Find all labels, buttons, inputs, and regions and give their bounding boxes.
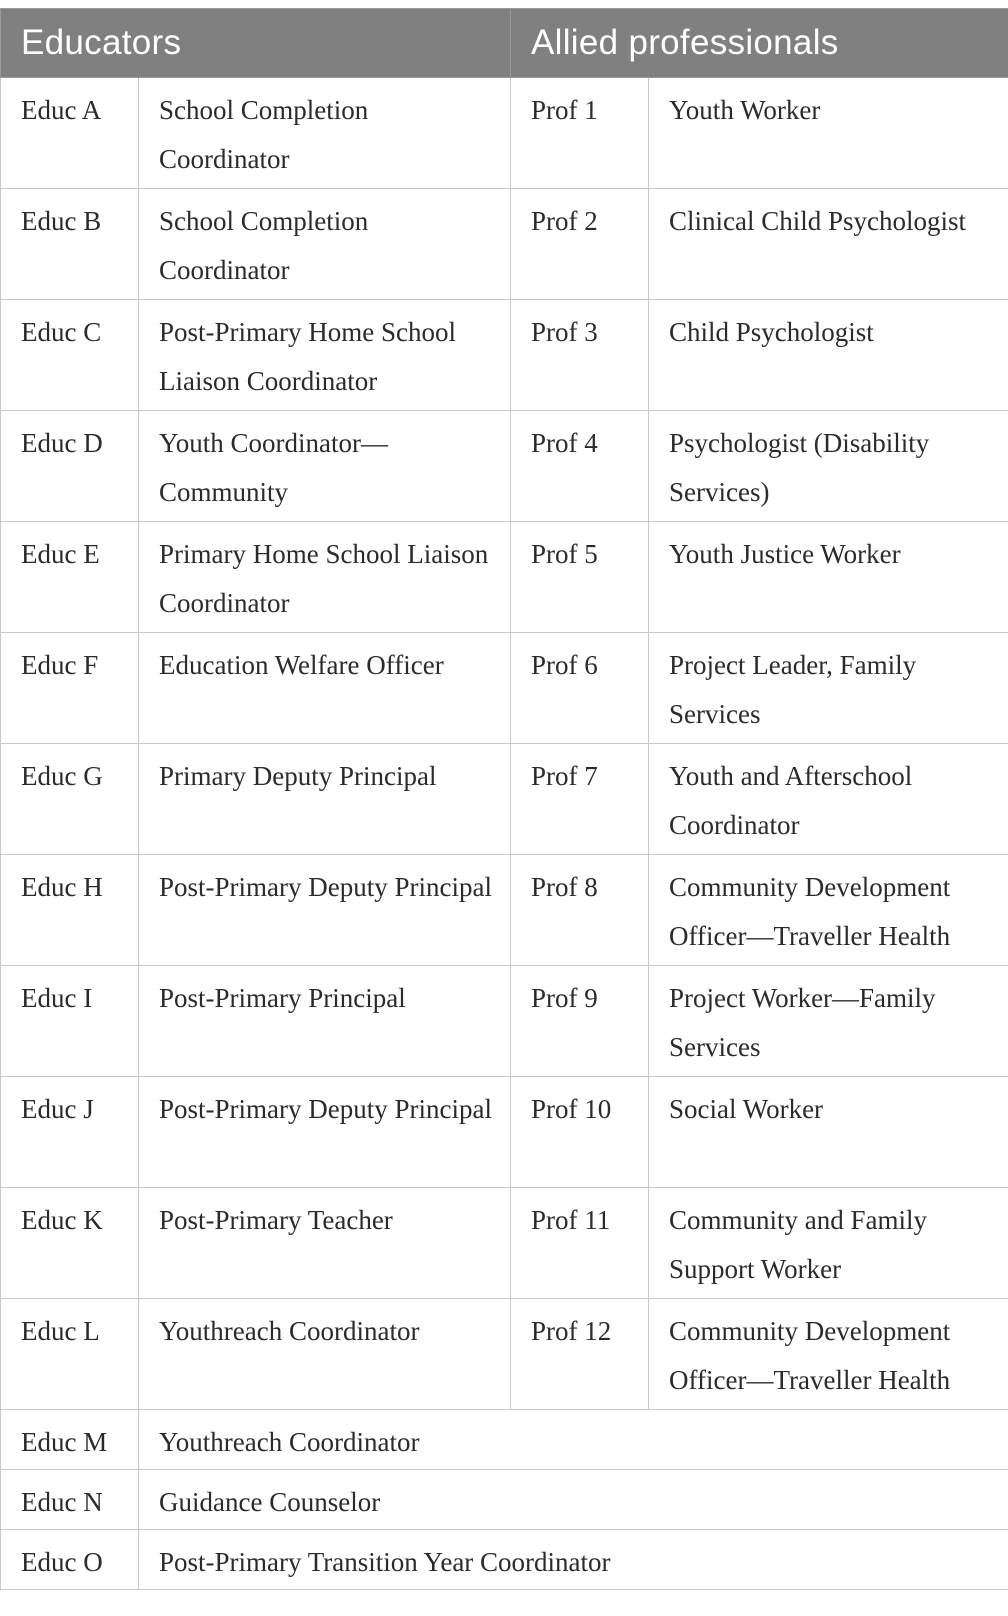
table-row <box>1 300 1008 411</box>
educator-role: Primary Deputy Principal <box>139 744 511 855</box>
table-row <box>1 633 1008 744</box>
professional-role: Youth Worker <box>649 78 1008 189</box>
educator-id: Educ K <box>1 1188 139 1299</box>
educator-id: Educ H <box>1 855 139 966</box>
header-allied-professionals: Allied professionals <box>511 9 1008 78</box>
educator-role: Education Welfare Officer <box>139 633 511 744</box>
professional-id: Prof 8 <box>511 855 649 966</box>
professional-id: Prof 5 <box>511 522 649 633</box>
educator-role: Post-Primary Deputy Principal <box>139 1077 511 1188</box>
professional-role: Youth and Afterschool Coordinator <box>649 744 1008 855</box>
professional-id: Prof 12 <box>511 1299 649 1410</box>
table-row <box>1 522 1008 633</box>
educator-role: Post-Primary Teacher <box>139 1188 511 1299</box>
professional-role: Community Development Officer—Traveller Health <box>649 1299 1008 1410</box>
educator-id: Educ D <box>1 411 139 522</box>
professional-role: Youth Justice Worker <box>649 522 1008 633</box>
educator-role: Youthreach Coordinator <box>139 1299 511 1410</box>
educator-id: Educ L <box>1 1299 139 1410</box>
table-row <box>1 1470 1008 1530</box>
table-row <box>1 1530 1008 1590</box>
educator-id: Educ F <box>1 633 139 744</box>
educator-id: Educ G <box>1 744 139 855</box>
educator-role: Guidance Counselor <box>139 1470 1008 1530</box>
table-row <box>1 966 1008 1077</box>
educator-role: Post-Primary Deputy Principal <box>139 855 511 966</box>
participants-table-container <box>0 8 1008 1590</box>
professional-role: Clinical Child Psychologist <box>649 189 1008 300</box>
table-row <box>1 1299 1008 1410</box>
educator-role: School Completion Coordinator <box>139 78 511 189</box>
professional-role: Project Worker—Family Services <box>649 966 1008 1077</box>
professional-id: Prof 1 <box>511 78 649 189</box>
educator-role: Youth Coordinator—Community <box>139 411 511 522</box>
educator-id: Educ N <box>1 1470 139 1530</box>
header-educators: Educators <box>1 9 511 78</box>
table-row <box>1 744 1008 855</box>
educator-role: Post-Primary Transition Year Coordinator <box>139 1530 1008 1590</box>
educator-id: Educ O <box>1 1530 139 1590</box>
educator-id: Educ B <box>1 189 139 300</box>
educator-role: Post-Primary Home School Liaison Coordinator <box>139 300 511 411</box>
educator-id: Educ J <box>1 1077 139 1188</box>
professional-id: Prof 2 <box>511 189 649 300</box>
professional-role: Community Development Officer—Traveller Health <box>649 855 1008 966</box>
professional-id: Prof 10 <box>511 1077 649 1188</box>
educator-id: Educ E <box>1 522 139 633</box>
table-row <box>1 855 1008 966</box>
professional-role: Psychologist (Disability Services) <box>649 411 1008 522</box>
professional-id: Prof 4 <box>511 411 649 522</box>
table-header <box>1 9 1008 78</box>
educator-role: School Completion Coordinator <box>139 189 511 300</box>
professional-role: Child Psychologist <box>649 300 1008 411</box>
header-row <box>1 9 1008 78</box>
professional-id: Prof 7 <box>511 744 649 855</box>
table-body <box>1 78 1008 1590</box>
professional-id: Prof 11 <box>511 1188 649 1299</box>
table-row <box>1 189 1008 300</box>
professional-role: Community and Family Support Worker <box>649 1188 1008 1299</box>
educator-id: Educ A <box>1 78 139 189</box>
educator-id: Educ I <box>1 966 139 1077</box>
professional-id: Prof 9 <box>511 966 649 1077</box>
professional-role: Project Leader, Family Services <box>649 633 1008 744</box>
table-row <box>1 1410 1008 1470</box>
table-row <box>1 78 1008 189</box>
educator-role: Post-Primary Principal <box>139 966 511 1077</box>
table-row <box>1 1077 1008 1188</box>
table-row <box>1 1188 1008 1299</box>
educator-role: Youthreach Coordinator <box>139 1410 1008 1470</box>
participants-table <box>0 8 1008 1590</box>
table-row <box>1 411 1008 522</box>
educator-role: Primary Home School Liaison Coordinator <box>139 522 511 633</box>
educator-id: Educ M <box>1 1410 139 1470</box>
educator-id: Educ C <box>1 300 139 411</box>
professional-id: Prof 6 <box>511 633 649 744</box>
professional-role: Social Worker <box>649 1077 1008 1188</box>
professional-id: Prof 3 <box>511 300 649 411</box>
